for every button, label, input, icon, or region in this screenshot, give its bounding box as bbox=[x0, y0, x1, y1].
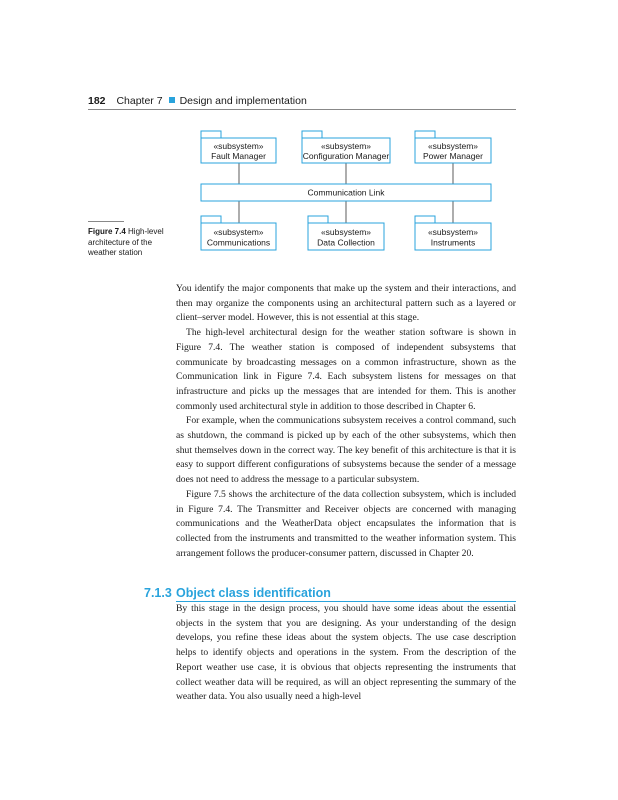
paragraph: For example, when the communications subsystem receives a control command, such as shutdown, the command is picked up by each of the other subsystems, which then shut themselves down in the correct way. The key benefit of this architecture is that it is easy to support different configurations of subsystems because the sender of a message does not need to address the message to a particular subsystem. bbox=[176, 415, 516, 486]
figure-caption bbox=[88, 227, 172, 259]
package-stereotype: «subsystem» bbox=[320, 227, 372, 237]
package-label: Configuration Manager bbox=[302, 151, 390, 161]
section-title: Object class identification bbox=[176, 586, 331, 600]
paragraph: The high-level architectural design for the weather station software is shown in Figure 7.4. The weather station is composed of independent subsystems that communicate by broadcasting messages on a common infrastructure, shown as the Communication link in Figure 7.4. Each subsystem listens for messages on that infrastructure and picks up the messages that are intended for them. This is another commonly used architectural style in addition to those described in Chapter 6. bbox=[176, 327, 516, 412]
section-number: 7.1.3 bbox=[144, 586, 172, 600]
body-text-section bbox=[176, 282, 516, 561]
package-label: Power Manager bbox=[422, 151, 484, 161]
chapter-title: Design and implementation bbox=[179, 95, 307, 107]
paragraph: You identify the major components that make up the system and their interactions, and then may organize the components using an architectural pattern such as a layered or client–server model. However, this is not essential at this stage. bbox=[176, 283, 516, 324]
package-label: Data Collection bbox=[317, 237, 375, 248]
paragraph: By this stage in the design process, you should have some ideas about the essential objects in the system that you are designing. As your understanding of the design develops, you refine these ideas about the system objects. The use case description helps to identify objects and operations in the system. From the description of the Report weather use case, it is obvious that objects representing the instruments that collect weather data will be required, as will an object representing the summary of the weather data. You also usually need a high-level bbox=[176, 603, 516, 703]
package-label: Communications bbox=[206, 237, 271, 248]
package-label: Fault Manager bbox=[211, 151, 266, 161]
section-heading bbox=[88, 586, 516, 602]
package-stereotype: «subsystem» bbox=[213, 227, 264, 237]
section-body-text bbox=[176, 602, 516, 705]
package-label: Instruments bbox=[430, 237, 476, 248]
communication-link-label: Communication Link bbox=[307, 187, 385, 198]
package-communications bbox=[201, 216, 276, 250]
paragraph: Figure 7.5 shows the architecture of the data collection subsystem, which is included in Figure 7.4. The Transmitter and Receiver objects are concerned with managing communications and the WeatherData object encapsulates the information that is collected from the instruments and transmitted to the weather information system. This arrangement follows the producer-consumer pattern, discussed in Chapter 20. bbox=[176, 488, 516, 559]
package-stereotype: «subsystem» bbox=[213, 141, 264, 151]
figure-caption-text: High-level architecture of the weather station bbox=[88, 227, 164, 257]
package-fault-manager bbox=[201, 131, 276, 163]
page-number: 182 bbox=[88, 95, 106, 107]
caption-rule bbox=[88, 221, 124, 222]
package-power-manager bbox=[415, 131, 491, 163]
package-configuration-manager bbox=[302, 131, 390, 163]
package-stereotype: «subsystem» bbox=[427, 141, 479, 151]
package-stereotype: «subsystem» bbox=[427, 227, 479, 237]
figure-label: Figure 7.4 bbox=[88, 227, 126, 236]
chapter-label: Chapter 7 bbox=[116, 95, 163, 107]
package-stereotype: «subsystem» bbox=[320, 141, 372, 151]
communication-link bbox=[201, 184, 491, 201]
